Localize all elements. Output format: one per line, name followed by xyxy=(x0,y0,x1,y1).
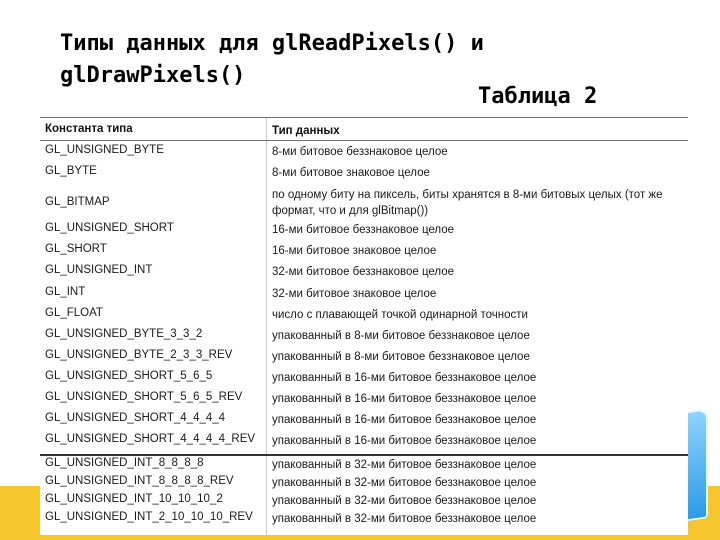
type-constant-cell: GL_SHORT xyxy=(45,243,107,255)
type-constant-cell: GL_UNSIGNED_INT_8_8_8_8_REV xyxy=(45,475,234,487)
data-type-cell: по одному биту на пиксель, биты хранятся в 8-ми битовых целых (тот же формат, что и для glBitmap()) xyxy=(272,189,663,217)
data-type-cell: упакованный в 32-ми битовое беззнаковое целое xyxy=(272,459,537,471)
header-data-type: Тип данных xyxy=(272,125,340,137)
data-type-cell: число с плавающей точкой одинарной точности xyxy=(272,309,528,321)
slide-title-line-1: Типы данных для glReadPixels() и xyxy=(60,31,484,56)
data-type-cell: упакованный в 32-ми битовое беззнаковое целое xyxy=(272,513,537,525)
type-constant-cell: GL_UNSIGNED_INT xyxy=(45,264,153,276)
type-constant-cell: GL_UNSIGNED_INT_8_8_8_8 xyxy=(45,457,204,469)
table-caption: Таблица 2 xyxy=(478,84,598,109)
type-constant-cell: GL_INT xyxy=(45,286,86,298)
type-constant-cell: GL_UNSIGNED_BYTE_3_3_2 xyxy=(45,328,203,340)
data-type-cell: 32-ми битовое беззнаковое целое xyxy=(272,266,455,278)
type-constant-cell: GL_UNSIGNED_SHORT_5_6_5_REV xyxy=(45,391,243,403)
type-constant-cell: GL_UNSIGNED_INT_2_10_10_10_REV xyxy=(45,511,253,523)
column-divider xyxy=(266,118,267,535)
data-type-cell: упакованный в 32-ми битовое беззнаковое целое xyxy=(272,495,537,507)
data-types-table xyxy=(40,118,688,535)
header-rule xyxy=(40,140,688,141)
type-constant-cell: GL_UNSIGNED_SHORT_4_4_4_4 xyxy=(45,412,226,424)
data-type-cell: упакованный в 8-ми битовое беззнаковое целое xyxy=(272,351,530,363)
section-rule xyxy=(40,454,688,456)
data-type-cell: упакованный в 16-ми битовое беззнаковое целое xyxy=(272,372,537,384)
data-type-cell: упакованный в 16-ми битовое беззнаковое целое xyxy=(272,393,537,405)
type-constant-cell: GL_BYTE xyxy=(45,165,97,177)
data-type-cell: упакованный в 8-ми битовое беззнаковое целое xyxy=(272,330,530,342)
data-type-cell: 32-ми битовое знаковое целое xyxy=(272,288,437,300)
type-constant-cell: GL_UNSIGNED_BYTE_2_3_3_REV xyxy=(45,349,233,361)
data-type-cell: 8-ми битовое беззнаковое целое xyxy=(272,146,448,158)
data-type-cell: упакованный в 16-ми битовое беззнаковое целое xyxy=(272,414,537,426)
slide-title-line-2: glDrawPixels() xyxy=(60,63,246,88)
type-constant-cell: GL_UNSIGNED_INT_10_10_10_2 xyxy=(45,493,223,505)
header-type-constant: Константа типа xyxy=(45,123,133,135)
type-constant-cell: GL_UNSIGNED_SHORT_5_6_5 xyxy=(45,370,213,382)
data-type-cell: 16-ми битовое беззнаковое целое xyxy=(272,224,455,236)
data-type-cell: упакованный в 16-ми битовое беззнаковое целое xyxy=(272,435,537,447)
type-constant-cell: GL_BITMAP xyxy=(45,196,110,208)
data-type-cell: 16-ми битовое знаковое целое xyxy=(272,245,437,257)
type-constant-cell: GL_UNSIGNED_SHORT_4_4_4_4_REV xyxy=(45,433,256,445)
slide-title xyxy=(60,28,484,92)
type-constant-cell: GL_UNSIGNED_SHORT xyxy=(45,222,174,234)
data-type-cell: 8-ми битовое знаковое целое xyxy=(272,167,430,179)
data-type-cell: упакованный в 32-ми битовое беззнаковое целое xyxy=(272,477,537,489)
type-constant-cell: GL_UNSIGNED_BYTE xyxy=(45,144,164,156)
type-constant-cell: GL_FLOAT xyxy=(45,307,103,319)
